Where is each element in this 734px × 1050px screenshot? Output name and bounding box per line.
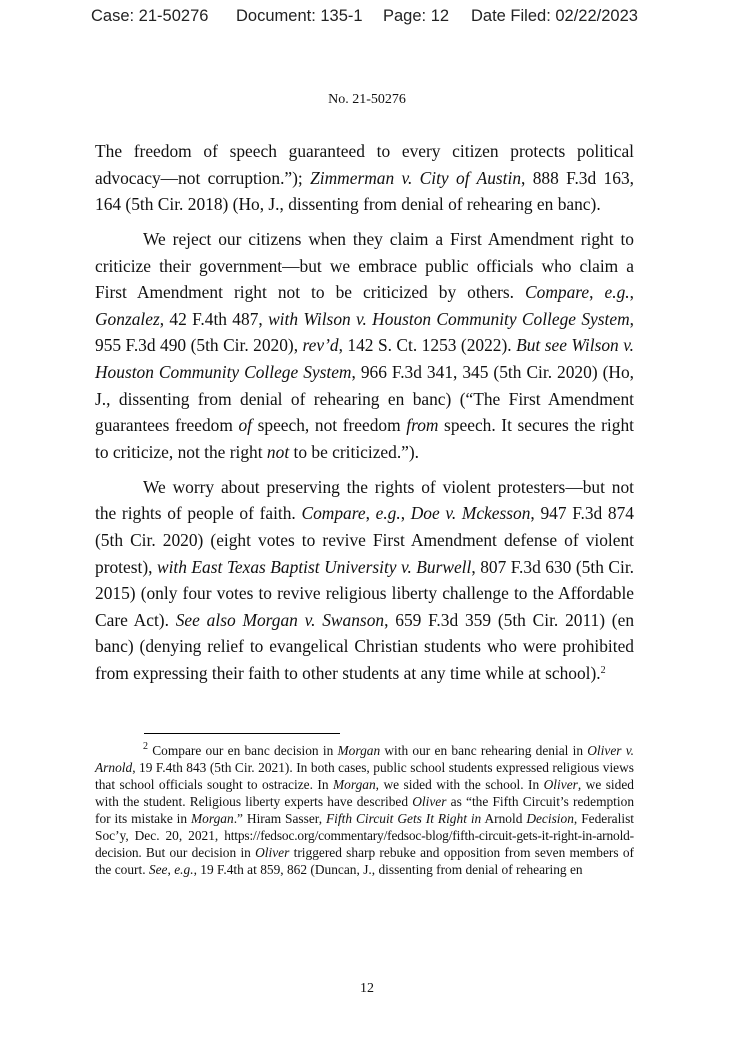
text-run: , 19 F.4th at 859, 862 (Duncan, J., dissenting from denial of rehearing en xyxy=(193,862,583,877)
text-run: , Federalist Soc’y, Dec. 20, 2021, xyxy=(95,811,634,843)
paragraph-2 xyxy=(95,226,634,465)
text-run: , 19 F.4th 843 (5th Cir. 2021). In both cases, public school students expressed religious views that school officials sought to ostracize. In xyxy=(95,760,634,792)
text-run: , xyxy=(589,282,605,303)
signal: rev’d xyxy=(302,335,339,356)
case-name: Oliver xyxy=(412,794,447,809)
date-filed: Date Filed: 02/22/2023 xyxy=(471,7,638,25)
emphasis: not xyxy=(266,441,290,462)
header-page-number: Page: 12 xyxy=(383,7,450,25)
text-run: , 142 S. Ct. 1253 (2022). xyxy=(338,335,517,356)
text-run: .” Hiram Sasser, xyxy=(233,811,326,826)
docket-number: No. 21-50276 xyxy=(328,92,406,107)
case-citation: See also Morgan v. Swanson xyxy=(175,609,385,630)
signal: e.g. xyxy=(174,862,194,877)
case-citation: Zimmerman v. City of Austin xyxy=(310,167,522,188)
text-run: The freedom of speech guaranteed to every citizen protects political advocacy—not corruption.”); xyxy=(95,141,634,188)
signal: Compare xyxy=(525,282,590,303)
text-run: triggered sharp rebuke and opposition from seven members of the court. xyxy=(95,845,635,877)
text-run: with our en banc rehearing denial in xyxy=(380,743,588,758)
case-name: Morgan xyxy=(191,811,234,826)
signal: See xyxy=(148,862,168,877)
text-run: , xyxy=(167,862,175,877)
text-run: , 947 F.3d 874 (5th Cir. 2020) (eight votes to revive First Amendment defense of violent protest), xyxy=(95,503,634,577)
signal: e.g. xyxy=(604,282,630,303)
text-run: We reject our citizens when they claim a First Amendment right to criticize their government—but we embrace public officials who claim a First Amendment right not to be criticized by others. xyxy=(95,229,634,303)
paragraph-3 xyxy=(95,474,634,687)
signal: e.g. xyxy=(375,503,401,524)
case-number: Case: 21-50276 xyxy=(91,7,209,25)
case-citation: with East Texas Baptist University v. Burwell xyxy=(156,556,472,577)
text-run: to be criticized.”). xyxy=(289,441,420,462)
article-title: Fifth Circuit Gets It Right in xyxy=(326,811,482,826)
text-run: , 659 F.3d 359 (5th Cir. 2011) (en banc) (denying relief to evangelical Christian students who were prohibited from expressing their faith to other students at any time while at school). xyxy=(95,609,635,683)
text-run: , 955 F.3d 490 (5th Cir. 2020), xyxy=(95,308,634,356)
text-run: , we sided with the student. Religious liberty experts have described xyxy=(95,777,634,809)
text-run: We worry about preserving the rights of violent protesters—but not the rights of people of faith. xyxy=(95,476,634,524)
case-citation: Oliver v. Arnold xyxy=(95,743,635,775)
opinion-body xyxy=(95,138,634,695)
case-name: Morgan xyxy=(337,743,381,758)
paragraph-1 xyxy=(95,138,634,218)
footnote-reference[interactable]: 2 xyxy=(600,664,606,676)
text-run: But our decision in xyxy=(141,845,256,860)
text-run: Compare our en banc decision in xyxy=(148,743,338,758)
text-run: , 807 F.3d 630 (5th Cir. 2015) (only four votes to revive religious liberty challenge to the Affordable Care Act). xyxy=(95,556,634,630)
footnote-divider xyxy=(144,733,340,734)
text-run: speech, not freedom xyxy=(252,415,407,436)
text-run: , xyxy=(365,503,376,524)
text-run: , xyxy=(400,503,411,524)
text-run: , 42 F.4th 487, xyxy=(159,308,269,329)
document-number: Document: 135-1 xyxy=(236,7,363,25)
case-citation: with Wilson v. Houston Community College System xyxy=(268,308,630,329)
case-name: Morgan xyxy=(333,777,376,792)
case-citation: Gonzalez xyxy=(95,308,160,329)
case-name: Oliver xyxy=(255,845,290,860)
text-run: as “the Fifth Circuit’s redemption for its mistake in xyxy=(95,794,635,826)
emphasis: of xyxy=(238,415,253,436)
text-run: , 966 F.3d 341, 345 (5th Cir. 2020) (Ho, J., dissenting from denial of rehearing en banc) (“The First Amendment guarantees freedom xyxy=(95,362,634,436)
page-number: 12 xyxy=(360,981,374,996)
case-name: Oliver xyxy=(543,777,578,792)
signal: Compare xyxy=(301,503,366,524)
footnote-2 xyxy=(95,742,634,878)
emphasis: from xyxy=(406,415,439,436)
footnote-text xyxy=(95,742,634,878)
article-url[interactable]: https://fedsoc.org/commentary/fedsoc-blog/fifth-circuit-gets-it-right-in-arnold-decision. xyxy=(95,828,634,860)
text-run: , xyxy=(629,282,634,303)
text-run: , 888 F.3d 163, 164 (5th Cir. 2018) (Ho, J., dissenting from denial of rehearing en banc). xyxy=(95,167,634,215)
case-citation: But see Wilson v. Houston Community College System xyxy=(95,335,634,383)
filing-header xyxy=(91,7,651,29)
text-run: , we sided with the school. In xyxy=(375,777,544,792)
article-title: Decision xyxy=(526,811,574,826)
text-run: Arnold xyxy=(481,811,527,826)
footnote-marker: 2 xyxy=(143,741,148,752)
text-run: speech. It secures the right to criticize, not the right xyxy=(95,415,634,462)
case-citation: Doe v. Mckesson xyxy=(410,503,531,524)
